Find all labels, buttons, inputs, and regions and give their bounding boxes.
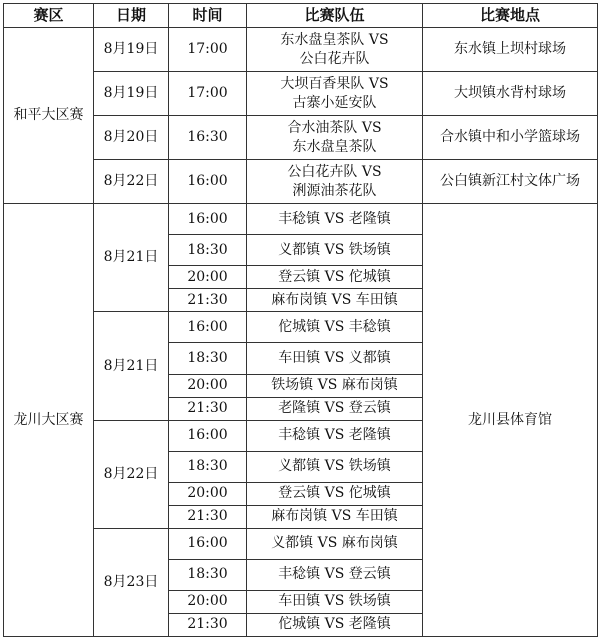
time-cell: 16:00 (169, 420, 247, 451)
team-b: 东水盘皇茶队 (292, 138, 377, 155)
time-cell: 21:30 (169, 613, 247, 636)
team-b: 公白花卉队 (299, 50, 370, 67)
table-row (4, 28, 598, 72)
time-cell: 21:30 (169, 397, 247, 420)
time-cell: 16:30 (169, 116, 247, 160)
time-cell: 18:30 (169, 235, 247, 266)
schedule-table (3, 3, 598, 637)
teams-cell: 登云镇 VS 佗城镇 (247, 482, 423, 505)
table-row (4, 204, 598, 235)
team-a: 合水油茶队 VS (287, 119, 382, 136)
time-cell: 17:00 (169, 72, 247, 116)
teams-cell: 丰稔镇 VS 老隆镇 (247, 204, 423, 235)
time-cell: 18:30 (169, 343, 247, 374)
teams-cell: 车田镇 VS 义都镇 (247, 343, 423, 374)
header-region: 赛区 (4, 4, 94, 28)
team-a: 公白花卉队 VS (287, 163, 382, 180)
teams-cell (247, 72, 423, 116)
date-cell: 8月21日 (94, 312, 169, 420)
time-cell: 18:30 (169, 559, 247, 590)
time-cell: 20:00 (169, 374, 247, 397)
teams-cell (247, 160, 423, 204)
region-cell: 龙川大区赛 (4, 204, 94, 637)
teams-cell: 义都镇 VS 铁场镇 (247, 235, 423, 266)
header-date: 日期 (94, 4, 169, 28)
teams-cell: 登云镇 VS 佗城镇 (247, 266, 423, 289)
time-cell: 21:30 (169, 289, 247, 312)
header-venue: 比赛地点 (423, 4, 598, 28)
header-teams: 比赛队伍 (247, 4, 423, 28)
time-cell: 16:00 (169, 160, 247, 204)
time-cell: 20:00 (169, 266, 247, 289)
time-cell: 20:00 (169, 590, 247, 613)
team-a: 东水盘皇茶队 VS (280, 31, 389, 48)
teams-cell: 佗城镇 VS 丰稔镇 (247, 312, 423, 343)
date-cell: 8月19日 (94, 72, 169, 116)
teams-cell: 老隆镇 VS 登云镇 (247, 397, 423, 420)
time-cell: 17:00 (169, 28, 247, 72)
venue-cell: 东水镇上坝村球场 (423, 28, 598, 72)
teams-cell: 义都镇 VS 麻布岗镇 (247, 528, 423, 559)
teams-cell: 丰稔镇 VS 登云镇 (247, 559, 423, 590)
time-cell: 21:30 (169, 505, 247, 528)
venue-cell: 龙川县体育馆 (423, 204, 598, 637)
teams-cell: 车田镇 VS 铁场镇 (247, 590, 423, 613)
time-cell: 16:00 (169, 312, 247, 343)
date-cell: 8月20日 (94, 116, 169, 160)
date-cell: 8月22日 (94, 160, 169, 204)
date-cell: 8月22日 (94, 420, 169, 528)
time-cell: 18:30 (169, 451, 247, 482)
teams-cell: 麻布岗镇 VS 车田镇 (247, 289, 423, 312)
venue-cell: 大坝镇水背村球场 (423, 72, 598, 116)
time-cell: 16:00 (169, 204, 247, 235)
date-cell: 8月19日 (94, 28, 169, 72)
date-cell: 8月23日 (94, 528, 169, 636)
teams-cell: 麻布岗镇 VS 车田镇 (247, 505, 423, 528)
teams-cell (247, 28, 423, 72)
team-b: 浰源油茶花队 (292, 182, 377, 199)
teams-cell (247, 116, 423, 160)
header-time: 时间 (169, 4, 247, 28)
teams-cell: 佗城镇 VS 老隆镇 (247, 613, 423, 636)
table-row (4, 72, 598, 116)
team-b: 古寨小延安队 (292, 94, 377, 111)
venue-cell: 公白镇新江村文体广场 (423, 160, 598, 204)
date-cell: 8月21日 (94, 204, 169, 312)
table-row (4, 160, 598, 204)
region-cell: 和平大区赛 (4, 28, 94, 204)
time-cell: 16:00 (169, 528, 247, 559)
time-cell: 20:00 (169, 482, 247, 505)
team-a: 大坝百香果队 VS (280, 75, 389, 92)
header-row (4, 4, 598, 28)
teams-cell: 丰稔镇 VS 老隆镇 (247, 420, 423, 451)
venue-cell: 合水镇中和小学篮球场 (423, 116, 598, 160)
table-row (4, 116, 598, 160)
teams-cell: 义都镇 VS 铁场镇 (247, 451, 423, 482)
teams-cell: 铁场镇 VS 麻布岗镇 (247, 374, 423, 397)
